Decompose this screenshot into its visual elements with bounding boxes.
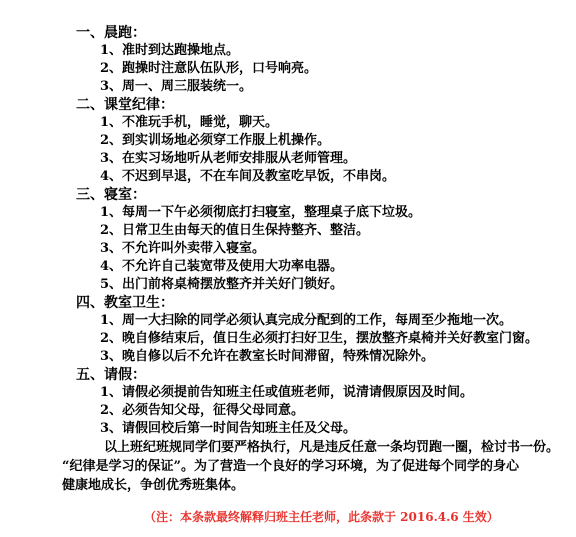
effective-date-note: （注：本条款最终解释归班主任老师，此条款于 2016.4.6 生效） (144, 510, 499, 524)
section-heading-dormitory: 三、寝室： (76, 187, 146, 203)
rule-item: 2、晚自修结束后，值日生必须打扫好卫生，摆放整齐桌椅并关好教室门窗。 (100, 331, 539, 346)
rule-item: 4、不迟到早退，不在车间及教室吃早饭，不串岗。 (100, 169, 396, 184)
rule-item: 3、在实习场地听从老师安排服从老师管理。 (100, 151, 357, 166)
rule-item: 3、请假回校后第一时间告知班主任及父母。 (100, 421, 357, 436)
rule-item: 1、周一大扫除的同学必须认真完成分配到的工作，每周至少拖地一次。 (100, 313, 513, 328)
rule-item: 1、每周一下午必须彻底打扫寝室，整理桌子底下垃圾。 (100, 205, 422, 220)
rule-item: 2、必须告知父母，征得父母同意。 (100, 403, 305, 418)
rule-item: 1、准时到达跑操地点。 (100, 43, 240, 58)
rule-item: 1、请假必须提前告知班主任或值班老师，说清请假原因及时间。 (100, 385, 474, 400)
rule-item: 5、出门前将桌椅摆放整齐并关好门锁好。 (100, 277, 344, 292)
section-heading-leave: 五、请假： (76, 367, 146, 383)
section-heading-classroom-hygiene: 四、教室卫生： (76, 295, 174, 311)
rule-item: 3、周一、周三服装统一。 (100, 79, 253, 94)
rule-item: 1、不准玩手机，睡觉，聊天。 (100, 115, 279, 130)
closing-paragraph-line-1: 以上班纪班规同学们要严格执行，凡是违反任意一条均罚跑一圈，检讨书一份。 (104, 440, 560, 455)
rule-item: 2、日常卫生由每天的值日生保持整齐、整洁。 (100, 223, 370, 238)
section-heading-classroom-discipline: 二、课堂纪律： (76, 97, 174, 113)
rule-item: 2、到实训场地必须穿工作服上机操作。 (100, 133, 331, 148)
rule-item: 3、晚自修以后不允许在教室长时间滞留，特殊情况除外。 (100, 349, 435, 364)
closing-paragraph-line-3: 健康地成长，争创优秀班集体。 (62, 478, 245, 493)
section-heading-morning-run: 一、晨跑： (76, 25, 146, 41)
rule-item: 2、跑操时注意队伍队形，口号响亮。 (100, 61, 318, 76)
closing-paragraph-line-2: “纪律是学习的保证”。为了营造一个良好的学习环境，为了促进每个同学的身心 (62, 459, 519, 474)
rule-item: 4、不允许自己装宽带及使用大功率电器。 (100, 259, 344, 274)
rule-item: 3、不允许叫外卖带入寝室。 (100, 241, 266, 256)
